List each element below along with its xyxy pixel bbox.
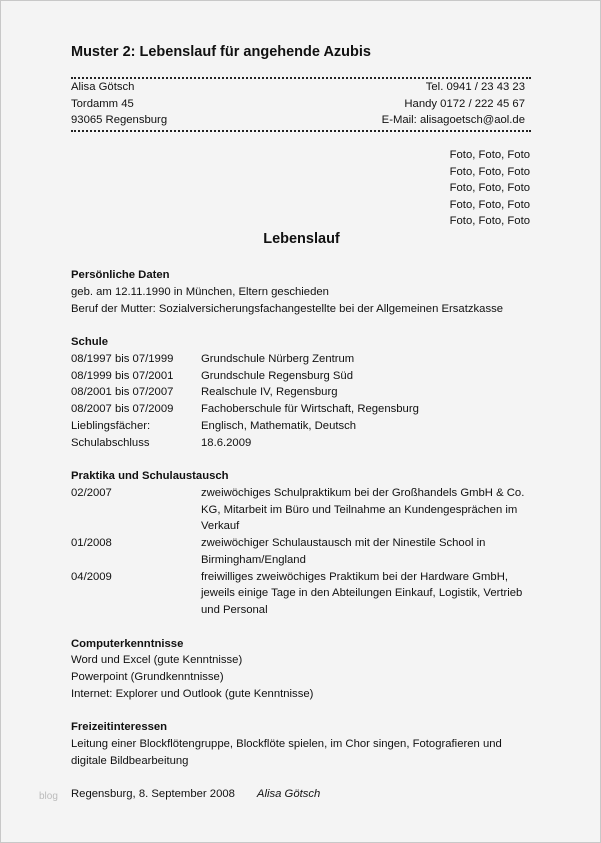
section-hobbies — [71, 719, 541, 769]
description: Grundschule Nürberg Zentrum — [201, 352, 355, 365]
date: 01/2008 — [71, 537, 112, 549]
section-computer — [71, 636, 541, 703]
photo-line: Foto, Foto, Foto — [449, 149, 530, 161]
section-title: Praktika und Schulaustausch — [71, 470, 229, 482]
description: Realschule IV, Regensburg — [201, 386, 338, 399]
text-line: Leitung einer Blockflötengruppe, Blockflöte spielen, im Chor singen, Fotografieren und digitale Bildbearbeitung — [71, 738, 502, 767]
document-title: Muster 2: Lebenslauf für angehende Azubis — [71, 44, 371, 60]
date: 04/2009 — [71, 570, 112, 583]
description: Fachoberschule für Wirtschaft, Regensburg — [201, 403, 419, 415]
school-row — [71, 418, 541, 435]
description: freiwilliges zweiwöchiges Praktikum bei der Hardware GmbH, jeweils einige Tage in den Abteilungen Einkauf, Logistik, Vertrieb und Personal — [201, 570, 523, 616]
label: Lieblingsfächer: — [71, 419, 151, 432]
divider — [71, 130, 531, 132]
signature: Alisa Götsch — [256, 788, 321, 801]
section-title: Schule — [71, 336, 109, 348]
school-row — [71, 384, 541, 401]
text-line: Beruf der Mutter: Sozialversicherungsfachangestellte bei der Allgemeinen Ersatzkasse — [71, 302, 504, 315]
cv-body — [71, 267, 541, 803]
photo-placeholder — [450, 147, 530, 230]
place-date: Regensburg, 8. September 2008 — [71, 788, 235, 801]
text-line: Internet: Explorer und Outlook (gute Kenntnisse) — [71, 687, 314, 700]
label: Schulabschluss — [71, 436, 150, 449]
mobile: Handy 0172 / 222 45 67 — [404, 97, 525, 110]
internship-row — [71, 569, 541, 619]
signature-line — [71, 786, 541, 803]
name: Alisa Götsch — [71, 81, 135, 93]
date: 08/2001 bis 07/2007 — [71, 386, 174, 399]
street: Tordamm 45 — [71, 97, 134, 110]
photo-line: Foto, Foto, Foto — [449, 215, 530, 228]
description: zweiwöchiger Schulaustausch mit der Ninestile School in Birmingham/England — [201, 537, 486, 566]
text-line: geb. am 12.11.1990 in München, Eltern geschieden — [71, 285, 329, 298]
email: E-Mail: alisagoetsch@aol.de — [381, 114, 525, 127]
description: Englisch, Mathematik, Deutsch — [201, 419, 357, 432]
date: 02/2007 — [71, 486, 112, 499]
cv-heading: Lebenslauf — [263, 231, 340, 247]
section-personal — [71, 267, 541, 317]
school-row — [71, 368, 541, 385]
school-row — [71, 351, 541, 368]
photo-line: Foto, Foto, Foto — [449, 165, 530, 178]
text-line: Word und Excel (gute Kenntnisse) — [71, 654, 243, 667]
section-internships — [71, 468, 541, 619]
school-row — [71, 435, 541, 452]
school-row — [71, 401, 541, 418]
section-title: Freizeitinteressen — [71, 721, 168, 734]
watermark: blog — [39, 791, 58, 802]
section-school — [71, 334, 541, 451]
city: 93065 Regensburg — [71, 114, 168, 127]
date: 08/1997 bis 07/1999 — [71, 352, 174, 365]
description: zweiwöchiges Schulpraktikum bei der Großhandels GmbH & Co. KG, Mitarbeit im Büro und Teilnahme an Kundengesprächen im Verkauf — [201, 486, 525, 533]
photo-line: Foto, Foto, Foto — [449, 198, 530, 211]
photo-line: Foto, Foto, Foto — [449, 182, 530, 195]
section-title: Persönliche Daten — [71, 269, 170, 281]
description: 18.6.2009 — [201, 436, 252, 449]
internship-row — [71, 535, 541, 569]
contact-row — [71, 96, 531, 113]
internship-row — [71, 485, 541, 535]
text-line: Powerpoint (Grundkenntnisse) — [71, 671, 224, 683]
contact-row — [71, 79, 531, 96]
date: 08/2007 bis 07/2009 — [71, 403, 174, 415]
date: 08/1999 bis 07/2001 — [71, 369, 174, 382]
contact-row — [71, 112, 531, 129]
description: Grundschule Regensburg Süd — [201, 369, 353, 382]
section-title: Computerkenntnisse — [71, 637, 184, 650]
phone: Tel. 0941 / 23 43 23 — [425, 81, 525, 93]
contact-block — [71, 79, 531, 129]
